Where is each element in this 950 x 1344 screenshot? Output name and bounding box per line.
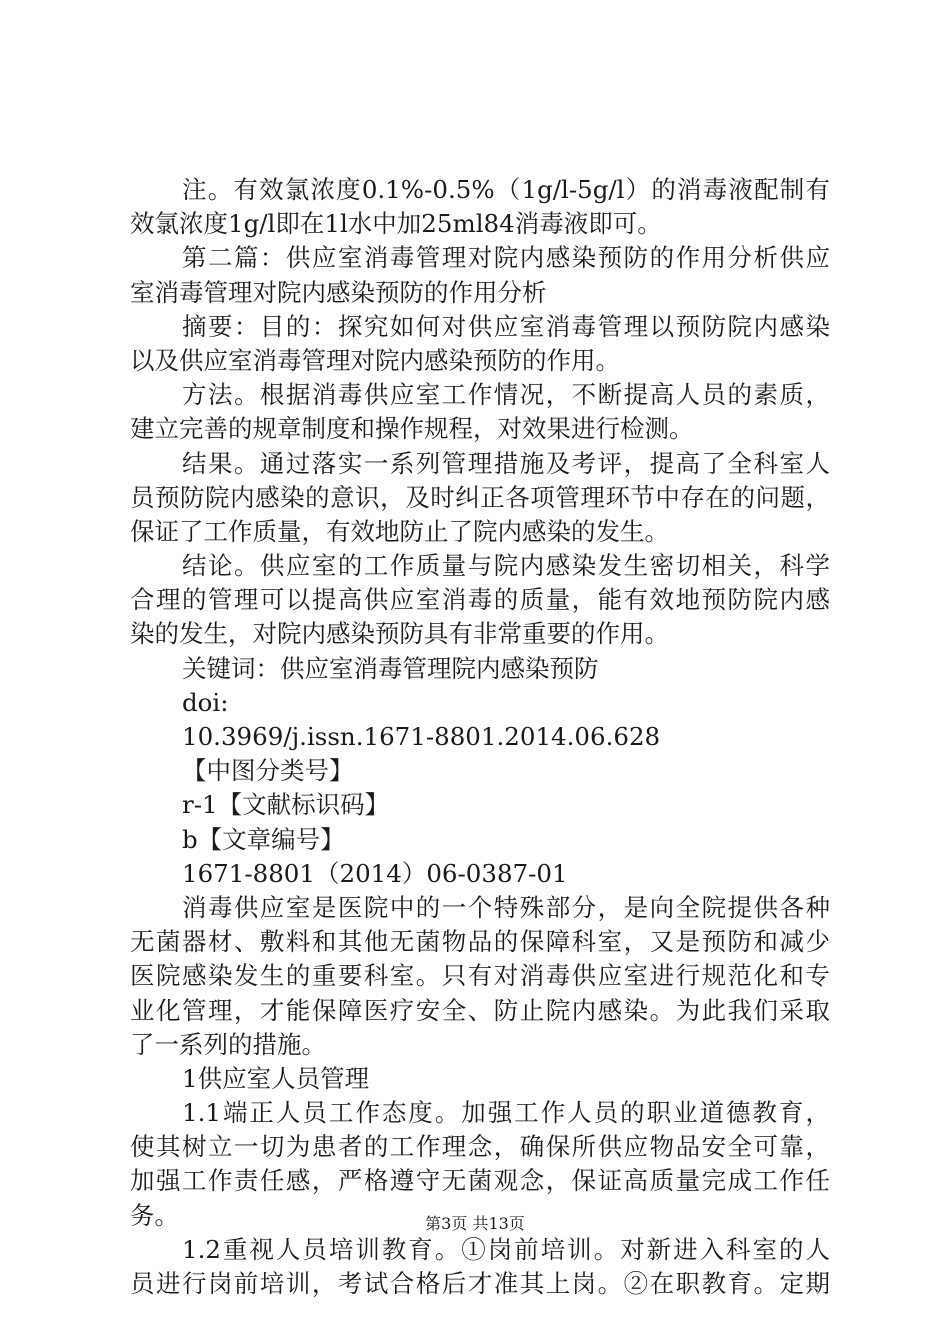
text-line: 第二篇：供应室消毒管理对院内感染预防的作用分析供应 <box>182 243 830 273</box>
text-line: 合理的管理可以提高供应室消毒的质量，能有效地预防院内感 <box>130 585 830 615</box>
text-line: 使其树立一切为患者的工作理念，确保所供应物品安全可靠， <box>130 1132 830 1162</box>
text-line: 结果。通过落实一系列管理措施及考评，提高了全科室人 <box>182 448 830 478</box>
text-line: 1供应室人员管理 <box>182 1063 370 1093</box>
text-line: 方法。根据消毒供应室工作情况，不断提高人员的素质， <box>182 380 830 410</box>
text-line: 建立完善的规章制度和操作规程，对效果进行检测。 <box>130 414 694 444</box>
text-line: doi: <box>182 687 229 717</box>
text-line: 业化管理，才能保障医疗安全、防止院内感染。为此我们采取 <box>130 995 830 1025</box>
text-line: 室消毒管理对院内感染预防的作用分析 <box>130 277 547 307</box>
text-line: 保证了工作质量，有效地防止了院内感染的发生。 <box>130 516 669 546</box>
text-line: b【文章编号】 <box>182 824 345 854</box>
page-footer: 第3页 共13页 <box>425 1214 525 1233</box>
text-line: 1671-8801（2014）06-0387-01 <box>182 858 568 888</box>
text-line: 注。有效氯浓度0.1%-0.5%（1g/l-5g/l）的消毒液配制有 <box>182 175 830 204</box>
text-line: 结论。供应室的工作质量与院内感染发生密切相关，科学 <box>182 551 830 581</box>
text-line: 以及供应室消毒管理对院内感染预防的作用。 <box>130 345 620 375</box>
text-line: 【中图分类号】 <box>182 756 354 786</box>
text-line: 员预防院内感染的意识，及时纠正各项管理环节中存在的问题， <box>130 482 830 512</box>
text-line: 1.1端正人员工作态度。加强工作人员的职业道德教育， <box>182 1098 830 1128</box>
body-text <box>130 173 830 1301</box>
text-line: 消毒供应室是医院中的一个特殊部分，是向全院提供各种 <box>182 892 830 922</box>
text-line: 员进行岗前培训，考试合格后才准其上岗。②在职教育。定期 <box>130 1269 830 1298</box>
text-line: 无菌器材、敷料和其他无菌物品的保障科室，又是预防和减少 <box>130 927 830 957</box>
text-line: 务。 <box>130 1200 179 1230</box>
text-line: 10.3969/j.issn.1671-8801.2014.06.628 <box>182 722 661 751</box>
text-line: 摘要：目的：探究如何对供应室消毒管理以预防院内感染 <box>182 311 830 341</box>
text-line: 效氯浓度1g/l即在1l水中加25ml84消毒液即可。 <box>130 209 662 239</box>
text-line: 染的发生，对院内感染预防具有非常重要的作用。 <box>130 619 669 649</box>
text-line: 医院感染发生的重要科室。只有对消毒供应室进行规范化和专 <box>130 961 830 991</box>
text-line: 了一系列的措施。 <box>130 1029 326 1059</box>
text-line: 1.2重视人员培训教育。①岗前培训。对新进入科室的人 <box>182 1234 830 1264</box>
text-line: r-1【文献标识码】 <box>182 790 390 820</box>
text-line: 加强工作责任感，严格遵守无菌观念，保证高质量完成工作任 <box>130 1166 830 1196</box>
text-line: 关键词：供应室消毒管理院内感染预防 <box>182 653 599 683</box>
